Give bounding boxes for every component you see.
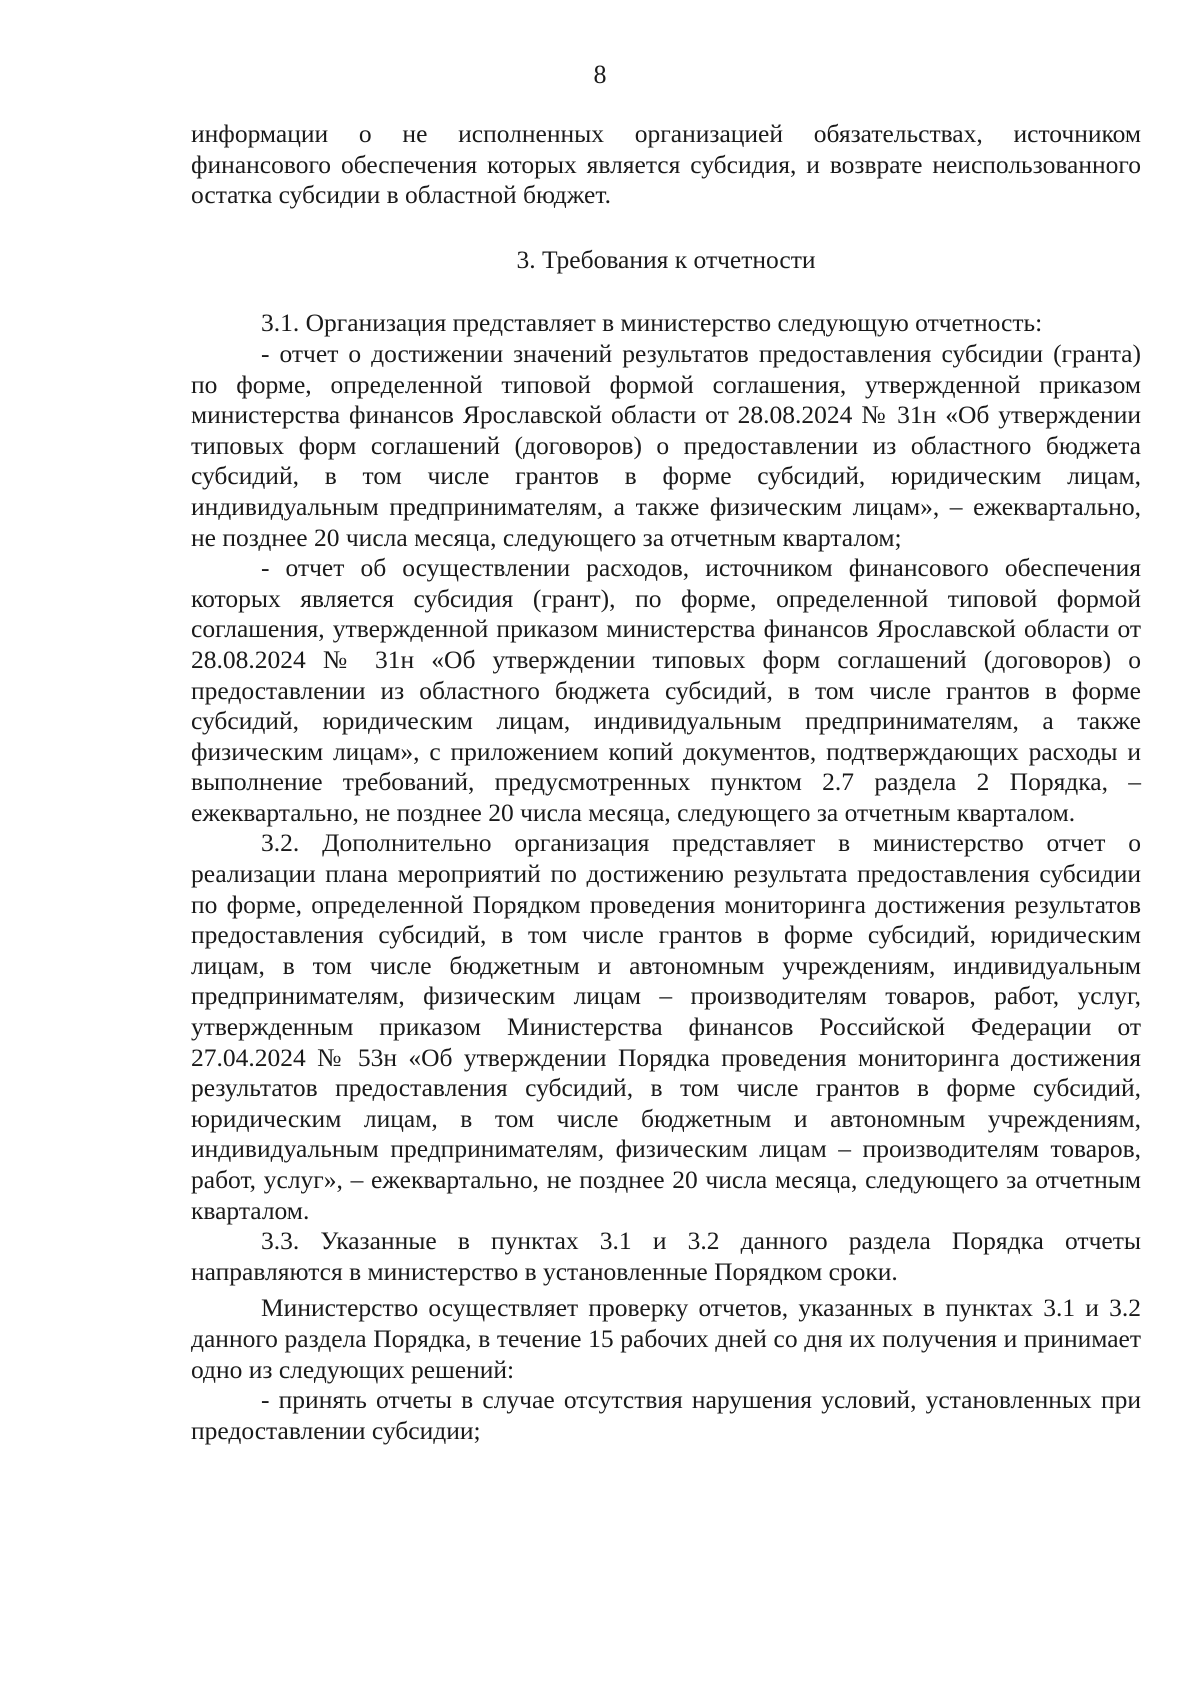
paragraph-3-1-item-1: - отчет о достижении значений результатов предоставления субсидии (гранта) по форме, определенной типовой формой соглашения, утвержденной приказом министерства финансов Ярославской области от 28.08.2024 № 31н «Об утверждении типовых форм соглашений (договоров) о предоставлении из областного бюджета субсидий, в том числе грантов в форме субсидий, юридическим лицам, индивидуальным предпринимателям, а также физическим лицам», – ежеквартально, не позднее 20 числа месяца, следующего за отчетным кварталом; (191, 338, 1141, 552)
paragraph-continuation: информации о не исполненных организацией обязательствах, источником финансового обеспечения которых является субсидия, и возврате неиспользованного остатка субсидии в областной бюджет. (191, 119, 1141, 210)
paragraph-3-3: 3.3. Указанные в пунктах 3.1 и 3.2 данного раздела Порядка отчеты направляются в министерство в установленные Порядком сроки. (191, 1226, 1141, 1286)
paragraph-decision-accept: - принять отчеты в случае отсутствия нарушения условий, установленных при предоставлении субсидии; (191, 1385, 1141, 1445)
paragraph-3-1: 3.1. Организация представляет в министерство следующую отчетность: (261, 308, 1043, 338)
page-number: 8 (593, 60, 607, 89)
document-body (191, 119, 1141, 1446)
paragraph-3-1-item-2: - отчет об осуществлении расходов, источником финансового обеспечения которых является субсидия (грант), по форме, определенной типовой формой соглашения, утвержденной приказом министерства финансов Ярославской области от 28.08.2024 № 31н «Об утверждении типовых форм соглашений (договоров) о предоставлении из областного бюджета субсидий, в том числе грантов в форме субсидий, юридическим лицам, индивидуальным предпринимателям, а также физическим лицам», с приложением копий документов, подтверждающих расходы и выполнение требований, предусмотренных пунктом 2.7 раздела 2 Порядка, – ежеквартально, не позднее 20 числа месяца, следующего за отчетным кварталом. (191, 553, 1141, 827)
section-heading: 3. Требования к отчетности (516, 244, 816, 274)
paragraph-3-2: 3.2. Дополнительно организация представляет в министерство отчет о реализации плана мероприятий по достижению результата предоставления субсидии по форме, определенной Порядком проведения мониторинга достижения результатов предоставления субсидий, в том числе грантов в форме субсидий, юридическим лицам, в том числе бюджетным и автономным учреждениям, индивидуальным предпринимателям, физическим лицам – производителям товаров, работ, услуг, утвержденным приказом Министерства финансов Российской Федерации от 27.04.2024 № 53н «Об утверждении Порядка проведения мониторинга достижения результатов предоставления субсидий, в том числе грантов в форме субсидий, юридическим лицам, в том числе бюджетным и автономным учреждениям, индивидуальным предпринимателям, физическим лицам – производителям товаров, работ, услуг», – ежеквартально, не позднее 20 числа месяца, следующего за отчетным кварталом. (191, 828, 1141, 1225)
paragraph-ministry-check: Министерство осуществляет проверку отчетов, указанных в пунктах 3.1 и 3.2 данного раздела Порядка, в течение 15 рабочих дней со дня их получения и принимает одно из следующих решений: (191, 1293, 1141, 1384)
